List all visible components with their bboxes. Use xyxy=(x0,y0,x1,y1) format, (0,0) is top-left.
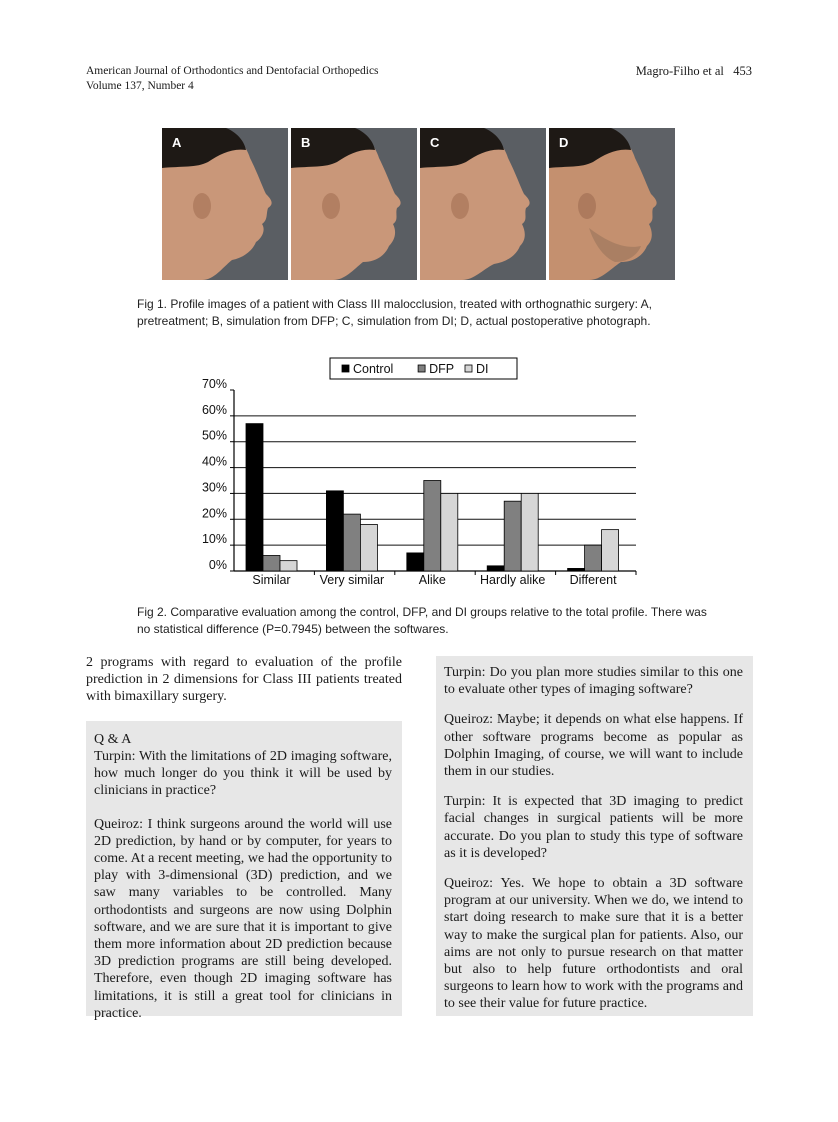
bar-control xyxy=(407,553,424,571)
legend-label: DFP xyxy=(429,362,455,376)
y-tick-label: 20% xyxy=(201,506,227,521)
x-tick-label: Alike xyxy=(418,573,446,587)
panel-label-a: A xyxy=(172,135,182,150)
figure1-caption: Fig 1. Profile images of a patient with Class III malocclusion, treated with orthognathic surgery: A, pretreatment; B, simulation from DFP; C, simulation from DI; D, actual postoperative photograph. xyxy=(137,297,652,328)
qa-question: Turpin: With the limitations of 2D imaging software, how much longer do you think it will be used by clinicians in practice? xyxy=(94,749,392,799)
panel-label-d: D xyxy=(559,135,569,150)
bar-control xyxy=(568,568,585,571)
qa-answer: Queiroz: I think surgeons around the world will use 2D prediction, by hand or by computer, for years to come. At a recent meeting, we had the opportunity to play with 3-dimensional (3D) prediction, and we saw many variables to be controlled. Many orthodontists and surgeons are now using Dolphin software, and we are sure that it is important to give them more information about 2D prediction because 3D prediction programs are still being developed. Therefore, even though 2D imaging software has limitations, it is still a great tool for clinicians in practice. xyxy=(94,816,392,1021)
qa-box-right xyxy=(436,656,753,1016)
y-tick-label: 70% xyxy=(201,377,227,391)
qa-question: Turpin: Do you plan more studies similar to this one to evaluate other types of imaging software? xyxy=(444,665,743,698)
profile-photo-b xyxy=(291,128,417,280)
profile-photo-c xyxy=(420,128,546,280)
intro-paragraph: 2 programs with regard to evaluation of the profile prediction in 2 dimensions for Class III patients treated with bimaxillary surgery. xyxy=(86,655,402,705)
y-tick-label: 30% xyxy=(201,480,227,495)
legend-swatch xyxy=(418,365,425,372)
bar-control xyxy=(487,566,504,571)
running-header-journal xyxy=(86,64,379,94)
legend-label: DI xyxy=(476,362,489,376)
y-tick-label: 10% xyxy=(201,532,227,547)
panel-label-b: B xyxy=(301,135,311,150)
figure2-caption: Fig 2. Comparative evaluation among the control, DFP, and DI groups relative to the total profile. There was no statistical difference (P=0.7945) between the softwares. xyxy=(137,605,707,636)
bar-dfp xyxy=(585,545,602,571)
qa-question: Turpin: It is expected that 3D imaging to predict facial changes in surgical patients will be more accurate. Do you plan to study this type of software as it is developed? xyxy=(444,794,743,861)
bar-dfp xyxy=(263,555,280,571)
bar-dfp xyxy=(424,481,441,572)
qa-box-left xyxy=(86,721,402,1021)
y-tick-label: 60% xyxy=(201,402,227,417)
legend-swatch xyxy=(342,365,349,372)
x-tick-label: Very similar xyxy=(319,573,385,587)
x-tick-label: Different xyxy=(569,573,617,587)
x-tick-label: Hardly alike xyxy=(480,573,546,587)
panel-label-c: C xyxy=(430,135,440,150)
y-tick-label: 50% xyxy=(201,428,227,443)
x-tick-label: Similar xyxy=(252,573,291,587)
journal-title: American Journal of Orthodontics and Dentofacial Orthopedics xyxy=(86,65,379,77)
bar-di xyxy=(441,493,458,571)
bar-di xyxy=(280,561,297,571)
bar-di xyxy=(521,493,538,571)
running-header-author-page: Magro-Filho et al 453 xyxy=(635,64,752,78)
journal-volume: Volume 137, Number 4 xyxy=(86,80,194,92)
bar-dfp xyxy=(504,501,521,571)
legend-swatch xyxy=(465,365,472,372)
bar-control xyxy=(326,491,343,571)
legend-label: Control xyxy=(353,362,394,376)
bar-di xyxy=(602,530,619,571)
bar-di xyxy=(360,524,377,571)
bar-dfp xyxy=(343,514,360,571)
y-tick-label: 0% xyxy=(208,558,227,572)
profile-photo-a xyxy=(162,128,288,280)
profile-photo-d xyxy=(549,128,675,280)
qa-answer: Queiroz: Maybe; it depends on what else happens. If other software programs become as popular as Dolphin Imaging, of course, we will want to include them in our studies. xyxy=(444,712,743,780)
figure2-bar-chart xyxy=(150,352,650,592)
qa-title: Q & A xyxy=(94,732,132,747)
qa-answer: Queiroz: Yes. We hope to obtain a 3D software program at our university. When we do, we intend to start doing research to make sure that it is a better way to make the surgical plan for patients. Also, our aims are not only to pursue research on that matter but also to help future orthodontists and oral surgeons to learn how to work with the programs and to see their value for future practice. xyxy=(444,876,743,1012)
y-tick-label: 40% xyxy=(201,454,227,469)
figure1-photos xyxy=(162,128,676,280)
bar-control xyxy=(246,424,263,571)
